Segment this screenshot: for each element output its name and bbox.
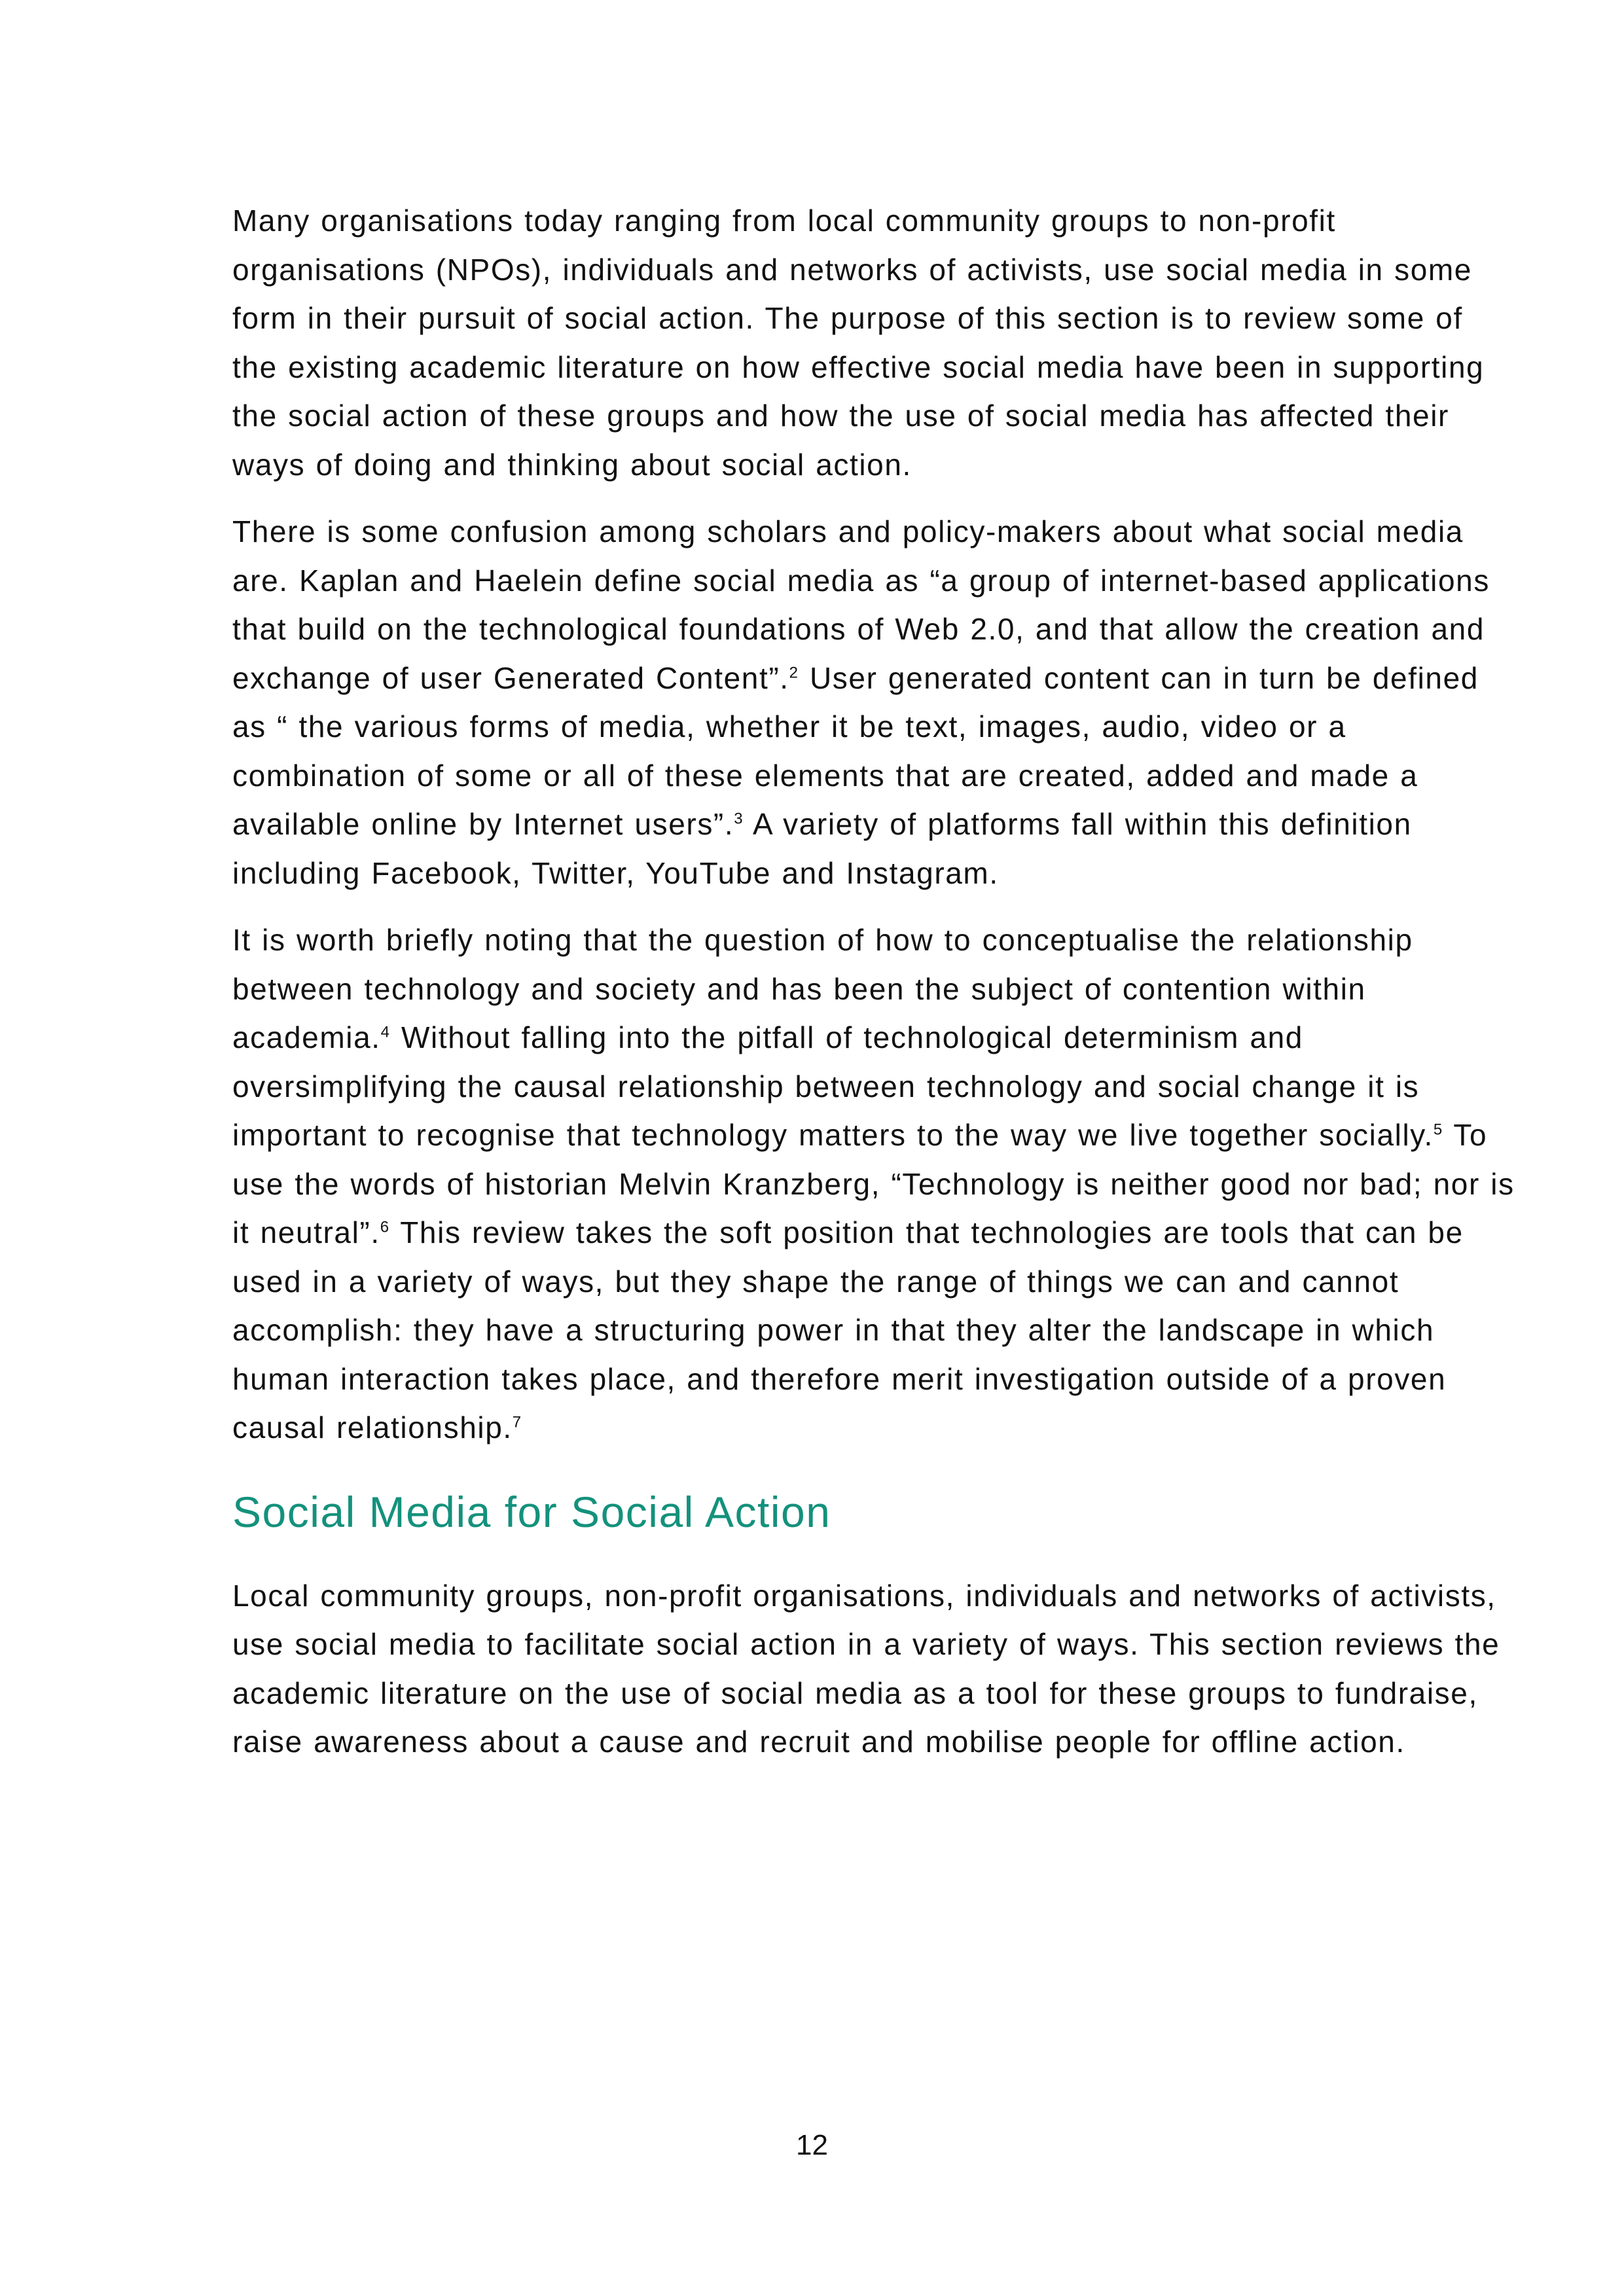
document-body	[232, 196, 1515, 1785]
paragraph-text: User generated content can in turn be defined as “ the various forms of media, whether it be text, images, audio, video or a combination of some or all of these elements that are created, added and made a available online by Internet users”.	[232, 660, 1479, 841]
paragraph-definition	[232, 507, 1515, 897]
paragraph-text: This review takes the soft position that technologies are tools that can be used in a variety of ways, but they shape the range of things we can and cannot accomplish: they have a structuring power in that they alter the landscape in which human interaction takes place, and therefore merit investigation outside of a proven causal relationship.	[232, 1215, 1464, 1444]
footnote-marker[interactable]: 3	[734, 810, 744, 828]
footnote-marker[interactable]: 6	[380, 1218, 390, 1236]
footnote-marker[interactable]: 4	[380, 1023, 391, 1041]
paragraph-text: Without falling into the pitfall of technological determinism and oversimplifying the causal relationship between technology and social change it is important to recognise that technology matters to the way we live together socially.	[232, 1020, 1434, 1152]
paragraph-text: Many organisations today ranging from local community groups to non-profit organisations (NPOs), individuals and networks of activists, use social media in some form in their pursuit of social action. The purpose of this section is to review some of the existing academic literature on how effective social media have been in supporting the social action of these groups and how the use of social media has affected their ways of doing and thinking about social action.	[232, 204, 1485, 482]
paragraph-text: It is worth briefly noting that the question of how to conceptualise the relationship between technology and society and has been the subject of contention within academia.	[232, 923, 1413, 1054]
paragraph-text: To use the words of historian Melvin Kranzberg, “Technology is neither good nor bad; nor is it neutral”.	[232, 1118, 1515, 1249]
paragraph-text: There is some confusion among scholars and policy-makers about what social media are. Kaplan and Haelein define social media as “a group of internet-based applications that build on the technological foundations of Web 2.0, and that allow the creation and exchange of user Generated Content”.	[232, 514, 1490, 695]
paragraph-text: Local community groups, non-profit organisations, individuals and networks of activists, use social media to facilitate social action in a variety of ways. This section reviews the academic literature on the use of social media as a tool for these groups to fundraise, raise awareness about a cause and recruit and mobilise people for offline action.	[232, 1578, 1500, 1759]
paragraph-technology-society	[232, 916, 1515, 1452]
footnote-marker[interactable]: 2	[789, 664, 799, 682]
footnote-marker[interactable]: 5	[1433, 1121, 1443, 1139]
paragraph-text: A variety of platforms fall within this definition including Facebook, Twitter, YouTube and Instagram.	[232, 807, 1412, 890]
footnote-marker[interactable]: 7	[512, 1413, 522, 1431]
section-heading: Social Media for Social Action	[232, 1487, 831, 1536]
paragraph-section-intro	[232, 1571, 1515, 1767]
page-number: 12	[796, 2129, 828, 2161]
paragraph-intro	[232, 196, 1515, 489]
